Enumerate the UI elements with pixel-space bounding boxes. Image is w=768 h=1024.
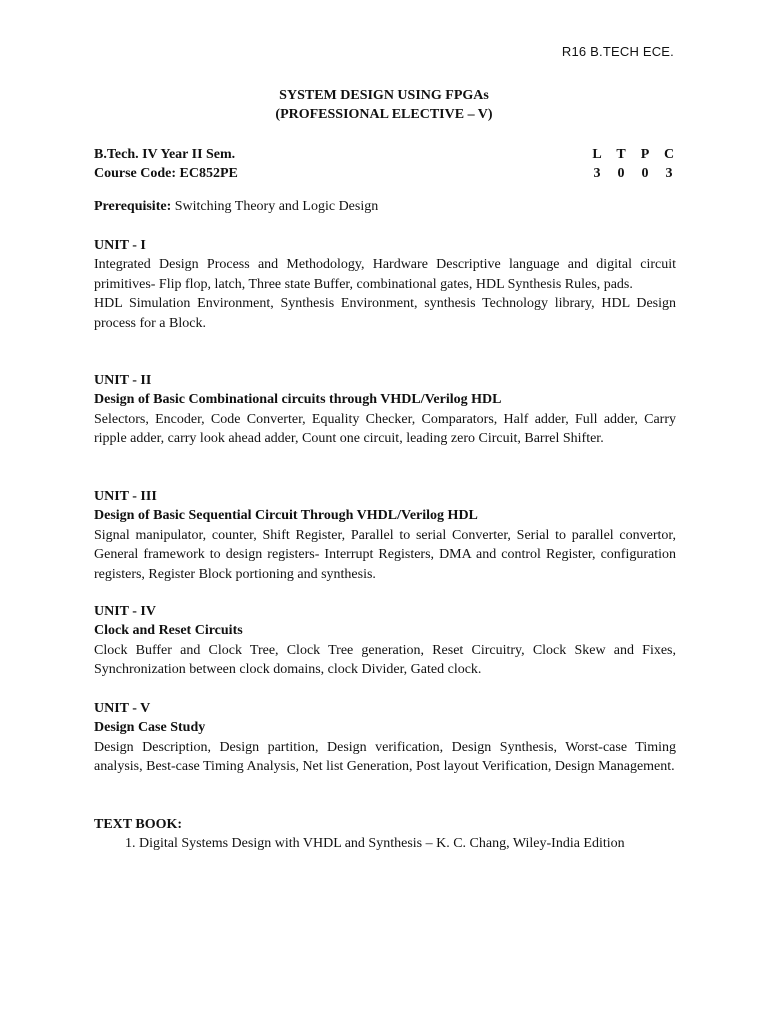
ltpc-value-l: 3 — [593, 165, 601, 181]
course-meta — [94, 145, 676, 183]
ltpc-values — [590, 166, 676, 182]
unit-heading: UNIT - I — [94, 238, 146, 253]
unit-subtitle: Clock and Reset Circuits — [94, 623, 243, 639]
prerequisite — [94, 197, 676, 216]
unit-paragraph: HDL Simulation Environment, Synthesis Environment, synthesis Technology library, HDL Design process for a Block. — [94, 296, 676, 331]
textbook-item: 1. Digital Systems Design with VHDL and Synthesis – K. C. Chang, Wiley-India Edition — [139, 834, 676, 853]
unit-1 — [94, 236, 676, 333]
ltpc-header-p: P — [640, 146, 650, 162]
course-subtitle: (PROFESSIONAL ELECTIVE – V) — [275, 107, 493, 122]
ltpc-value-c: 3 — [665, 165, 673, 181]
year-semester: B.Tech. IV Year II Sem. — [94, 146, 236, 162]
ltpc-headers — [590, 147, 676, 163]
ltpc-header-t: T — [616, 146, 626, 162]
regulation-header: R16 B.TECH ECE. — [561, 44, 674, 59]
unit-paragraph: Integrated Design Process and Methodology, Hardware Descriptive language and digital circuit primitives- Flip flop, latch, Three state Buffer, combinational gates, HDL Synthesis Rules, pads. — [94, 257, 676, 292]
course-title: SYSTEM DESIGN USING FPGAs — [279, 88, 489, 103]
unit-subtitle: Design of Basic Sequential Circuit Through VHDL/Verilog HDL — [94, 508, 478, 524]
unit-2 — [94, 371, 676, 449]
unit-paragraph: Selectors, Encoder, Code Converter, Equality Checker, Comparators, Half adder, Full adder, Carry ripple adder, carry look ahead adder, Count one circuit, leading zero Circuit, Barrel Shifter. — [94, 411, 676, 447]
ltpc-value-p: 0 — [641, 165, 649, 181]
textbook-section — [94, 815, 676, 854]
textbook-heading: TEXT BOOK: — [94, 817, 183, 832]
ltpc-value-t: 0 — [617, 165, 625, 181]
unit-3 — [94, 487, 676, 584]
course-code: Course Code: EC852PE — [94, 165, 238, 181]
unit-heading: UNIT - V — [94, 701, 151, 716]
unit-heading: UNIT - II — [94, 373, 152, 388]
textbook-list — [94, 834, 676, 853]
unit-4 — [94, 602, 676, 680]
unit-paragraph: Design Description, Design partition, Design verification, Design Synthesis, Worst-case Timing analysis, Best-case Timing Analysis, Net list Generation, Post layout Verification, Design Management. — [94, 739, 676, 775]
ltpc-header-l: L — [592, 146, 602, 162]
unit-paragraph: Clock Buffer and Clock Tree, Clock Tree generation, Reset Circuitry, Clock Skew and Fixes, Synchronization between clock domains, clock Divider, Gated clock. — [94, 642, 676, 678]
unit-paragraph: Signal manipulator, counter, Shift Register, Parallel to serial Converter, Serial to parallel convertor, General framework to design registers- Interrupt Registers, DMA and control Register, configuration registers, Register Block portioning and synthesis. — [94, 527, 676, 582]
prerequisite-label: Prerequisite: — [94, 199, 172, 214]
unit-heading: UNIT - III — [94, 489, 157, 504]
ltpc-header-c: C — [663, 146, 675, 162]
unit-subtitle: Design Case Study — [94, 720, 206, 736]
unit-5 — [94, 699, 676, 777]
unit-subtitle: Design of Basic Combinational circuits through VHDL/Verilog HDL — [94, 392, 502, 408]
prerequisite-text: Switching Theory and Logic Design — [171, 199, 379, 214]
unit-heading: UNIT - IV — [94, 604, 156, 619]
